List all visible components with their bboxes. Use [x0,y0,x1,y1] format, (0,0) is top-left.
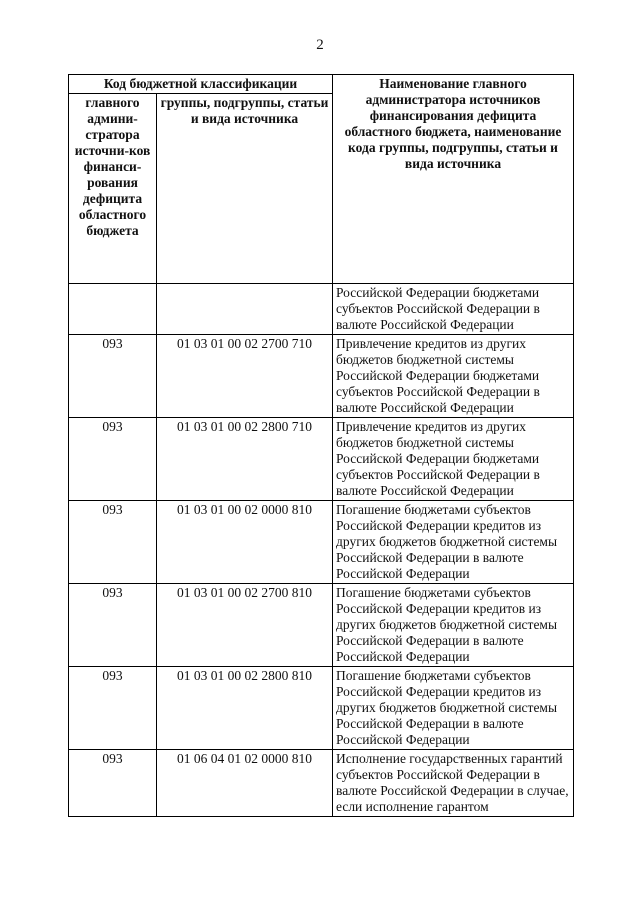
header-name: Наименование главного администратора источников финансирования дефицита областного бюджета, наименование кода группы, подгруппы, статьи и вида источника [333,75,574,284]
cell-admin-code: 093 [69,501,157,584]
table-row [69,750,574,817]
table-header [69,75,574,284]
cell-admin-code: 093 [69,335,157,418]
table-row [69,667,574,750]
cell-source-code [157,284,333,335]
cell-source-code: 01 03 01 00 02 2800 710 [157,418,333,501]
cell-source-code: 01 03 01 00 02 2700 810 [157,584,333,667]
header-main-administrator: главного админи-стратора источни-ков финанси-рования дефицита областного бюджета [69,94,157,284]
header-source-group: группы, подгруппы, статьи и вида источника [157,94,333,284]
cell-name: Привлечение кредитов из других бюджетов бюджетной системы Российской Федерации бюджетами субъектов Российской Федерации в валюте Российской Федерации [333,418,574,501]
cell-name: Погашение бюджетами субъектов Российской Федерации кредитов из других бюджетов бюджетной системы Российской Федерации в валюте Российской Федерации [333,667,574,750]
cell-admin-code: 093 [69,750,157,817]
cell-name: Исполнение государственных гарантий субъектов Российской Федерации в валюте Российской Федерации в случае, если исполнение гарантом [333,750,574,817]
cell-name: Погашение бюджетами субъектов Российской Федерации кредитов из других бюджетов бюджетной системы Российской Федерации в валюте Российской Федерации [333,501,574,584]
page-number: 2 [316,37,324,53]
table-row [69,584,574,667]
cell-source-code: 01 06 04 01 02 0000 810 [157,750,333,817]
cell-name: Российской Федерации бюджетами субъектов Российской Федерации в валюте Российской Федерации [333,284,574,335]
table-body [69,284,574,817]
cell-source-code: 01 03 01 00 02 0000 810 [157,501,333,584]
budget-classification-table [68,74,574,817]
table-row [69,284,574,335]
cell-name: Погашение бюджетами субъектов Российской Федерации кредитов из других бюджетов бюджетной системы Российской Федерации в валюте Российской Федерации [333,584,574,667]
table-row [69,418,574,501]
cell-admin-code [69,284,157,335]
cell-admin-code: 093 [69,667,157,750]
table-row [69,501,574,584]
cell-source-code: 01 03 01 00 02 2800 810 [157,667,333,750]
table-row [69,335,574,418]
cell-name: Привлечение кредитов из других бюджетов бюджетной системы Российской Федерации бюджетами субъектов Российской Федерации в валюте Российской Федерации [333,335,574,418]
cell-admin-code: 093 [69,418,157,501]
header-budget-classification-code: Код бюджетной классификации [69,75,333,94]
cell-admin-code: 093 [69,584,157,667]
cell-source-code: 01 03 01 00 02 2700 710 [157,335,333,418]
